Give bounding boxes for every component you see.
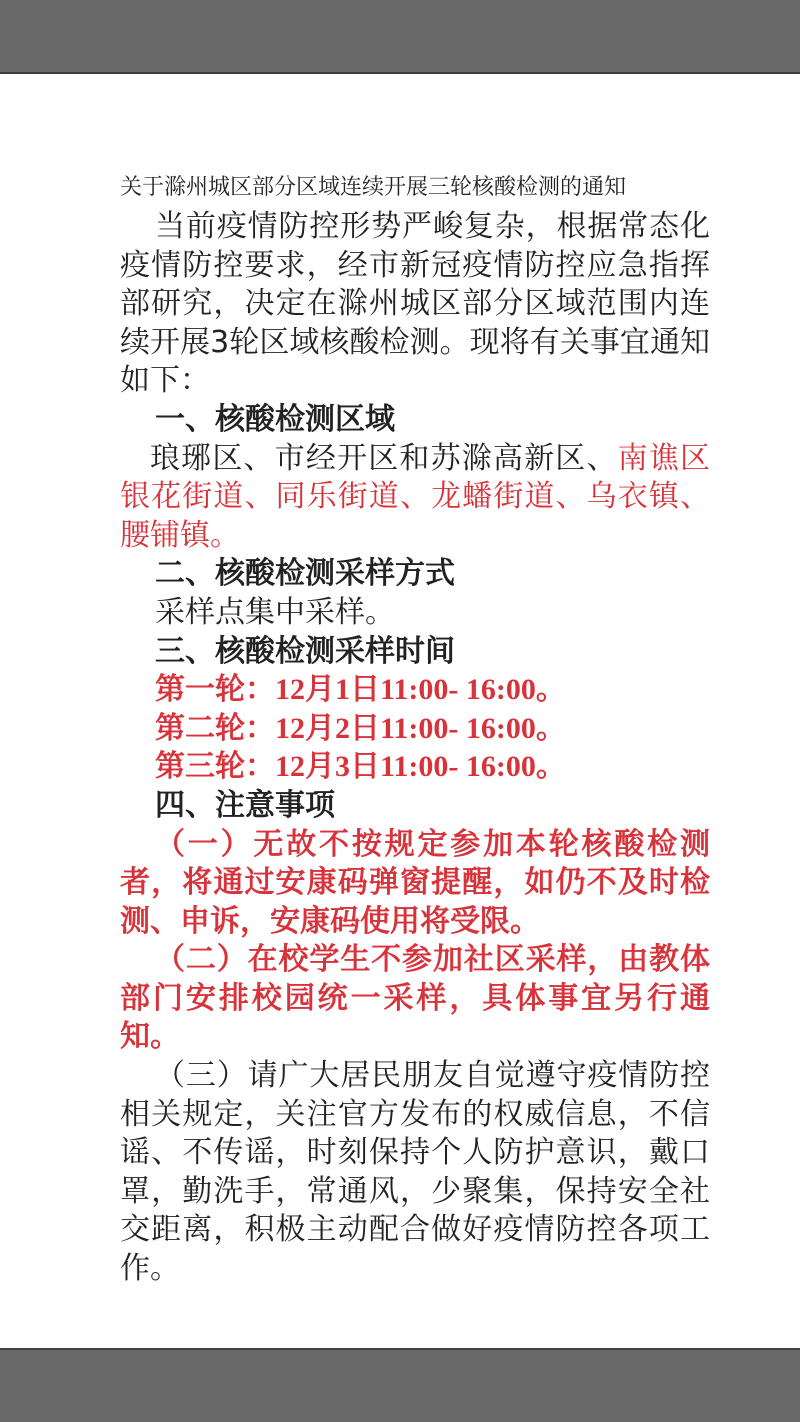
section1-heading: 一、核酸检测区域: [155, 401, 395, 437]
round-2-label: 第二轮：: [155, 710, 275, 746]
bottom-letterbox-bar: [0, 1348, 800, 1422]
notice-item-1: （一）无故不按规定参加本轮核酸检测者，将通过安康码弹窗提醒，如仍不及时检测、申诉，安康码使用将受限。: [120, 826, 710, 939]
round-1-label: 第一轮：: [155, 672, 275, 708]
section1-text: [120, 440, 710, 556]
section2-heading: 二、核酸检测采样方式: [155, 556, 455, 592]
round-2-time: 12月2日11:00- 16:00。: [275, 711, 566, 745]
round-3-row: [120, 748, 710, 787]
section3-heading: 三、核酸检测采样时间: [155, 633, 455, 669]
round-1-time: 12月1日11:00- 16:00。: [275, 673, 566, 707]
round-2-row: [120, 710, 710, 749]
round-3-label: 第三轮：: [155, 749, 275, 785]
notice-item-2: （二）在校学生不参加社区采样，由教体部门安排校园统一采样，具体事宜另行通知。: [120, 942, 710, 1055]
section4-heading: 四、注意事项: [155, 787, 335, 823]
top-letterbox-bar: [0, 0, 800, 74]
round-1-row: [120, 671, 710, 710]
section2-text: 采样点集中采样。: [155, 594, 395, 630]
notice-document: [120, 172, 710, 1289]
section1-text-red: 南谯区银花街道、同乐街道、龙蟠街道、乌衣镇、腰铺镇。: [120, 440, 711, 553]
round-3-time: 12月3日11:00- 16:00。: [275, 750, 566, 784]
notice-item-3: （三）请广大居民朋友自觉遵守疫情防控相关规定，关注官方发布的权威信息，不信谣、不传谣，时刻保持个人防护意识，戴口罩，勤洗手，常通风，少聚集，保持安全社交距离，积极主动配合做好疫情防控各项工作。: [120, 1058, 710, 1287]
notice-title: 关于滁州城区部分区域连续开展三轮核酸检测的通知: [120, 175, 627, 200]
intro-paragraph: 当前疫情防控形势严峻复杂，根据常态化疫情防控要求，经市新冠疫情防控应急指挥部研究，决定在滁州城区部分区域范围内连续开展3轮区域核酸检测。现将有关事宜通知如下：: [120, 209, 710, 399]
section1-text-black: 琅琊区、市经开区和苏滁高新区、: [150, 440, 618, 476]
